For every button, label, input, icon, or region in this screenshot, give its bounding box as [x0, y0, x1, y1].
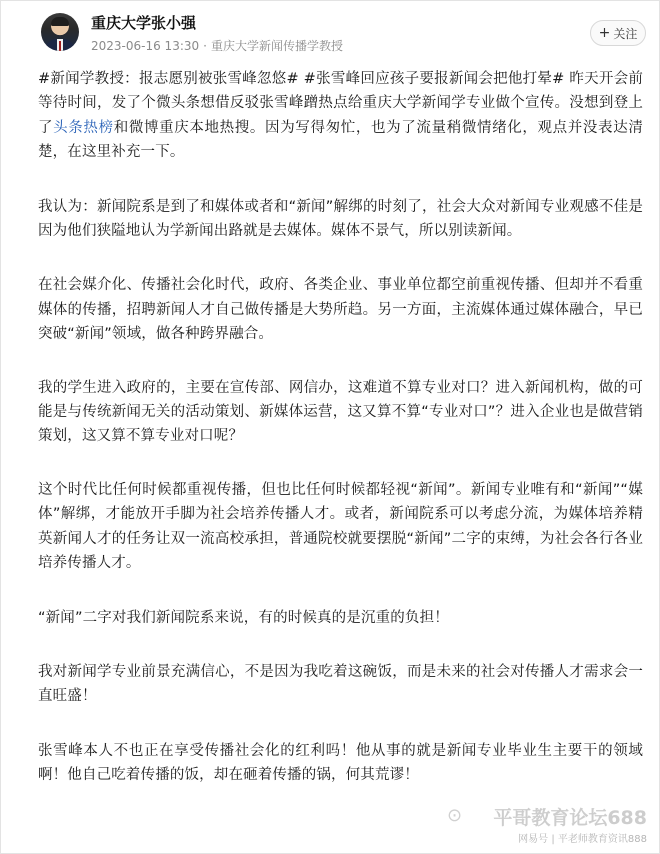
paragraph-students: 我的学生进入政府的，主要在宣传部、网信办，这难道不算专业对口？进入新闻机构，做的可能是与传统新闻无关的活动策划、新媒体运营，这又算不算“专业对口”？进入企业也是做营销策划，这又算不算专业对口呢？	[38, 379, 643, 445]
author-name[interactable]: 重庆大学张小强	[91, 14, 197, 32]
paragraph-burden: “新闻”二字对我们新闻院系来说，有的时候真的是沉重的负担！	[38, 609, 449, 626]
avatar-tie	[59, 41, 61, 51]
paragraph-conclusion: 张雪峰本人不也正在享受传播社会化的红利吗！他从事的就是新闻专业毕业生主要干的领域啊！他自己吃着传播的饭，却在砸着传播的锅，何其荒谬！	[38, 742, 643, 784]
watermark-subtitle: 网易号 | 平老师教育资讯888	[518, 834, 647, 845]
watermark-logo-icon: ⊙	[447, 805, 463, 826]
plus-icon: +	[598, 25, 611, 41]
author-title: 重庆大学新闻传播学教授	[210, 39, 343, 53]
intro-text-before-link: #新闻学教授：报志愿别被张雪峰忽悠# #张雪峰回应孩子要报新闻会把他打晕# 昨天开会前等待时间，发了个微头条想借反驳张雪峰蹭热点给重庆大学新闻学专业做个宣传。没想到登上了	[38, 71, 643, 136]
paragraph-opinion: 我认为：新闻院系是到了和媒体或者和“新闻”解绑的时刻了，社会大众对新闻专业观感不佳是因为他们狭隘地认为学新闻出路就是去媒体。媒体不景气，所以别读新闻。	[38, 198, 643, 240]
paragraph-confidence: 我对新闻学专业前景充满信心，不是因为我吃着这碗饭，而是未来的社会对传播人才需求会一直旺盛！	[38, 663, 643, 705]
post-header	[1, 1, 660, 63]
paragraph-intro	[38, 67, 643, 165]
follow-button[interactable]	[590, 20, 646, 46]
paragraph-media-era: 在社会媒介化、传播社会化时代，政府、各类企业、事业单位都空前重视传播、但却并不看重媒体的传播，招聘新闻人才自己做传播是大势所趋。另一方面，主流媒体通过媒体融合，早已突破“新闻”领域，做各种跨界融合。	[38, 277, 643, 343]
toutiao-hot-list-link[interactable]: 头条热榜	[53, 119, 114, 136]
avatar[interactable]	[41, 13, 79, 51]
watermark-title: 平哥教育论坛688	[493, 807, 647, 829]
post-date: 2023-06-16 13:30	[91, 39, 200, 53]
follow-label: 关注	[613, 26, 638, 41]
watermark	[447, 803, 647, 847]
intro-text-after-link: 和微博重庆本地热搜。因为写得匆忙，也为了流量稍微情绪化，观点并没表达清楚，在这里补充一下。	[38, 119, 643, 161]
avatar-hair	[51, 17, 69, 26]
post-body	[38, 67, 643, 788]
post-meta	[91, 37, 343, 54]
meta-separator: ·	[203, 39, 207, 53]
paragraph-decouple: 这个时代比任何时候都重视传播，但也比任何时候都轻视“新闻”。新闻专业唯有和“新闻”“媒体”解绑，才能放开手脚为社会培养传播人才。或者，新闻院系可以考虑分流，为媒体培养精英新闻人才的任务让双一流高校承担，普通院校就要摆脱“新闻”二字的束缚，为社会各行各业培养传播人才。	[38, 481, 643, 572]
